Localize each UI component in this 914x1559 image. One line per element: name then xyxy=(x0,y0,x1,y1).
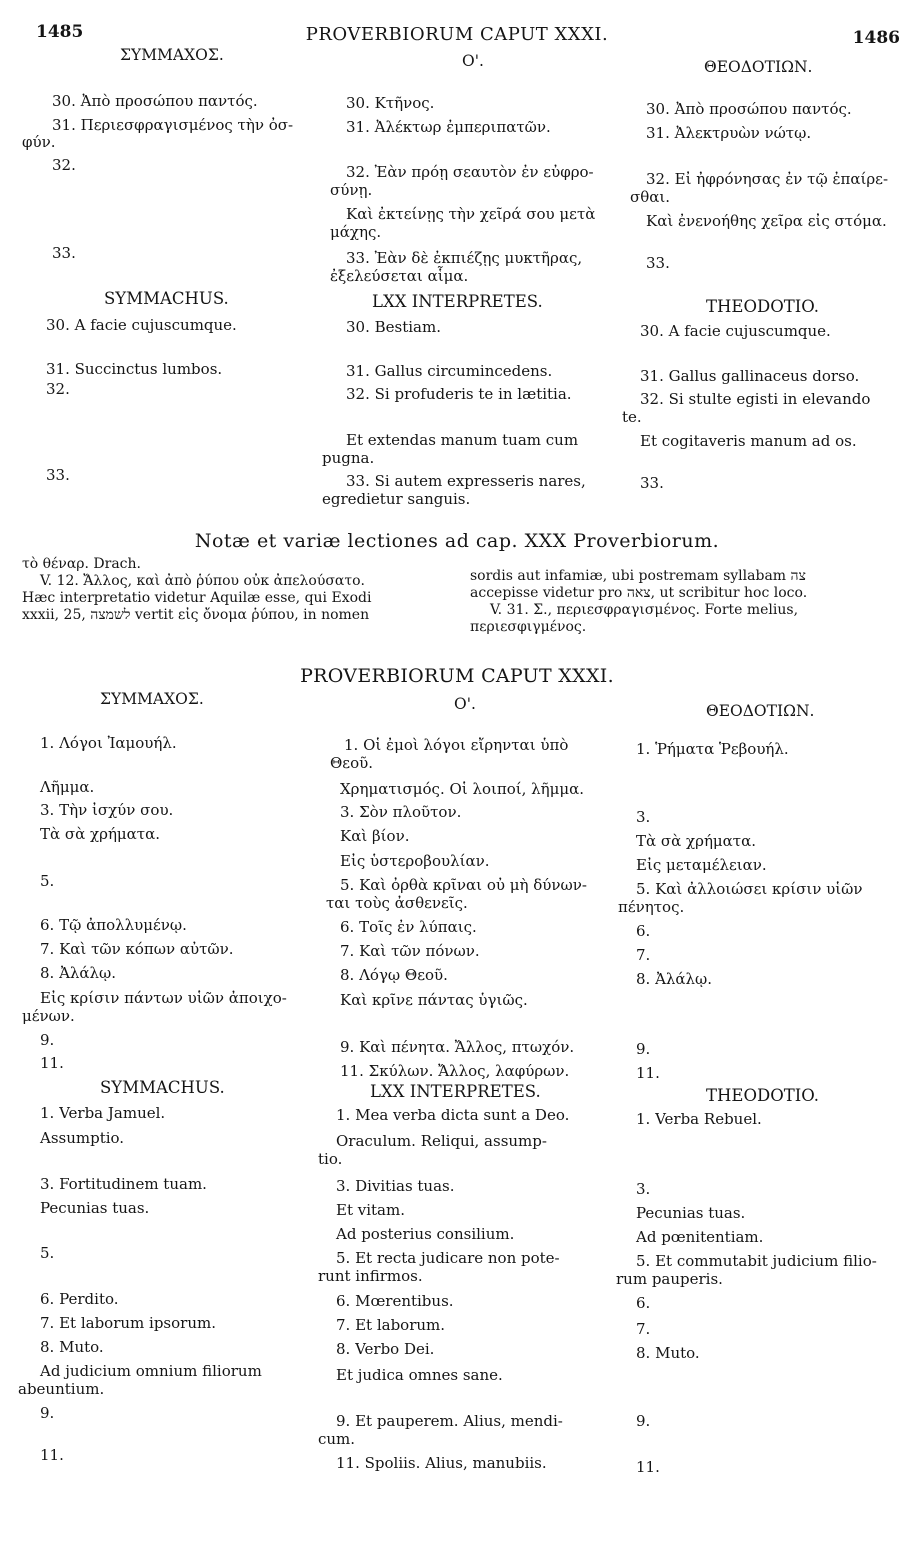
text-line: 5. xyxy=(40,1244,55,1262)
text-line: Εἰς μεταμέλειαν. xyxy=(636,856,767,874)
text-line: Et cogitaveris manum ad os. xyxy=(640,432,857,450)
text-line: 8. Muto. xyxy=(40,1338,104,1356)
heading-symmachus-greek: ΣΥΜΜΑΧΟΣ. xyxy=(120,46,224,64)
text-line: 7. Καὶ τῶν κόπων αὐτῶν. xyxy=(40,940,234,958)
text-line: Et extendas manum tuam cum xyxy=(346,431,579,449)
text-line: 3. xyxy=(636,808,651,826)
text-line: 11. xyxy=(40,1446,64,1464)
text-line: 6. xyxy=(636,1294,651,1312)
text-line: 32. xyxy=(46,380,70,398)
text-line: 7. Καὶ τῶν πόνων. xyxy=(340,942,480,960)
text-line: 32. xyxy=(52,156,76,174)
text-line: 33. xyxy=(640,474,664,492)
text-line: Τὰ σὰ χρήματα. xyxy=(40,825,161,843)
text-line: 11. xyxy=(40,1054,64,1072)
text-line: 5. Καὶ ἀλλοιώσει κρίσιν υἱῶν xyxy=(636,880,863,898)
text-line: 1. Verba Jamuel. xyxy=(40,1104,166,1122)
text-line: Καὶ κρῖνε πάντας ὑγιῶς. xyxy=(340,991,528,1009)
text-line: Et judica omnes sane. xyxy=(336,1366,503,1384)
text-line: 5. Et recta judicare non pote- xyxy=(336,1249,560,1267)
text-line: 7. xyxy=(636,946,651,964)
text-line: 31. Ἀλεκτρυὼν νώτῳ. xyxy=(646,124,812,142)
text-line: pugna. xyxy=(322,449,375,467)
text-line: 11. Σκύλων. Ἄλλος, λαφύρων. xyxy=(340,1062,570,1080)
text-line: μένων. xyxy=(22,1007,75,1025)
page-number-left: 1485 xyxy=(36,22,84,42)
text-line: Εἰς ὑστεροβουλίαν. xyxy=(340,852,490,870)
text-line: 5. xyxy=(40,872,55,890)
note-line: xxxii, 25, לשמצה vertit εἰς ὄνομα ῥύπου, in nomen xyxy=(22,607,370,623)
heading-lxx-latin: LXX INTERPRETES. xyxy=(370,1082,541,1101)
text-line: 3. xyxy=(636,1180,651,1198)
text-line: 31. Gallus gallinaceus dorso. xyxy=(640,367,860,385)
text-line: 6. xyxy=(636,922,651,940)
text-line: 30. A facie cujuscumque. xyxy=(640,322,831,340)
text-line: 7. Et laborum. xyxy=(336,1316,446,1334)
text-line: 3. Divitias tuas. xyxy=(336,1177,455,1195)
note-line: τὸ θέναρ. Drach. xyxy=(22,556,141,572)
note-line: περιεσφιγμένος. xyxy=(470,619,587,635)
text-line: cum. xyxy=(318,1430,356,1448)
text-line: 1. Verba Rebuel. xyxy=(636,1110,762,1128)
text-line: 1. Mea verba dicta sunt a Deo. xyxy=(336,1106,570,1124)
text-line: 31. Succinctus lumbos. xyxy=(46,360,223,378)
text-line: 9. Καὶ πένητα. Ἄλλος, πτωχόν. xyxy=(340,1038,575,1056)
heading-theodotion-latin: THEODOTIO. xyxy=(706,297,820,316)
text-line: tio. xyxy=(318,1150,343,1168)
text-line: Pecunias tuas. xyxy=(636,1204,746,1222)
heading-symmachus-greek: ΣΥΜΜΑΧΟΣ. xyxy=(100,690,204,708)
text-line: 9. xyxy=(40,1031,55,1049)
text-line: 30. Bestiam. xyxy=(346,318,441,336)
text-line: σθαι. xyxy=(630,188,671,206)
text-line: 8. Muto. xyxy=(636,1344,700,1362)
text-line: abeuntium. xyxy=(18,1380,105,1398)
heading-theodotion-greek: ΘΕΟΔΟΤΙΩΝ. xyxy=(706,702,815,720)
text-line: egredietur sanguis. xyxy=(322,490,471,508)
text-line: 3. Τὴν ἰσχύν σου. xyxy=(40,801,174,819)
note-line: V. 31. Σ., περιεσφραγισμένος. Forte melius, xyxy=(490,602,799,618)
text-line: 8. Λόγῳ Θεοῦ. xyxy=(340,966,448,984)
text-line: 33. xyxy=(646,254,670,272)
text-line: 32. Si stulte egisti in elevando xyxy=(640,390,871,408)
text-line: Ad judicium omnium filiorum xyxy=(40,1362,262,1380)
text-line: ἐξελεύσεται αἷμα. xyxy=(330,267,469,285)
heading-lxx-greek: Ο'. xyxy=(454,695,476,713)
note-line: Hæc interpretatio videtur Aquilæ esse, qui Exodi xyxy=(22,590,372,606)
heading-symmachus-latin: SYMMACHUS. xyxy=(104,289,229,308)
heading-lxx-greek: Ο'. xyxy=(462,52,484,70)
page-header xyxy=(0,22,914,48)
text-line: 7. Et laborum ipsorum. xyxy=(40,1314,216,1332)
text-line: Θεοῦ. xyxy=(330,754,373,772)
text-line: 3. Σὸν πλοῦτον. xyxy=(340,803,462,821)
text-line: Τὰ σὰ χρήματα. xyxy=(636,832,757,850)
text-line: 33. Si autem expresseris nares, xyxy=(346,472,586,490)
running-title: PROVERBIORUM CAPUT XXXI. xyxy=(305,24,609,45)
text-line: 9. Et pauperem. Alius, mendi- xyxy=(336,1412,563,1430)
text-line: runt infirmos. xyxy=(318,1267,423,1285)
text-line: 6. Mœrentibus. xyxy=(336,1292,454,1310)
text-line: 6. Τοῖς ἐν λύπαις. xyxy=(340,918,477,936)
text-line: 30. Ἀπὸ προσώπου παντός. xyxy=(52,92,258,110)
text-line: 31. Περιεσφραγισμένος τὴν ὀσ- xyxy=(52,116,294,134)
text-line: 1. Λόγοι Ἰαμουήλ. xyxy=(40,734,177,752)
chapter-31-title: PROVERBIORUM CAPUT XXXI. xyxy=(300,665,614,687)
text-line: te. xyxy=(622,408,642,426)
text-line: 8. Verbo Dei. xyxy=(336,1340,435,1358)
text-line: ται τοὺς ἀσθενεῖς. xyxy=(326,894,468,912)
note-line: sordis aut infamiæ, ubi postremam syllabam צה xyxy=(470,568,806,584)
notes-title: Notæ et variæ lectiones ad cap. XXX Proverbiorum. xyxy=(194,530,720,552)
text-line: 33. xyxy=(52,244,76,262)
text-line: 11. xyxy=(636,1064,660,1082)
text-line: Καὶ ἐνενοήθης χεῖρα εἰς στόμα. xyxy=(646,212,887,230)
text-line: 32. Ἐὰν πρόῃ σεαυτὸν ἐν εὐφρο- xyxy=(346,163,594,181)
text-line: 1. Οἱ ἐμοὶ λόγοι εἴρηνται ὑπὸ xyxy=(344,736,569,754)
text-line: 33. Ἐὰν δὲ ἐκπιέζῃς μυκτῆρας, xyxy=(346,249,583,267)
text-line: Καὶ βίον. xyxy=(340,827,410,845)
text-line: 9. xyxy=(636,1412,651,1430)
text-line: Καὶ ἐκτείνῃς τὴν χεῖρά σου μετὰ xyxy=(346,205,596,223)
text-line: 32. Si profuderis te in lætitia. xyxy=(346,385,572,403)
text-line: Et vitam. xyxy=(336,1201,405,1219)
text-line: 31. Gallus circumincedens. xyxy=(346,362,553,380)
heading-theodotion-greek: ΘΕΟΔΟΤΙΩΝ. xyxy=(704,58,813,76)
text-line: 6. Τῷ ἀπολλυμένῳ. xyxy=(40,916,187,934)
text-line: Λῆμμα. xyxy=(40,778,95,796)
note-line: accepisse videtur pro צאה, ut scribitur hoc loco. xyxy=(470,585,808,601)
text-line: 9. xyxy=(40,1404,55,1422)
note-line: V. 12. Ἄλλος, καὶ ἀπὸ ῥύπου οὐκ ἀπελούσατο. xyxy=(40,573,365,589)
text-line: φύν. xyxy=(22,133,56,151)
text-line: 5. Καὶ ὀρθὰ κρῖναι οὐ μὴ δύνων- xyxy=(340,876,587,894)
text-line: μάχης. xyxy=(330,223,382,241)
text-line: Χρηματισμός. Οἱ λοιποί, λῆμμα. xyxy=(340,780,585,798)
text-line: 30. Κτῆνος. xyxy=(346,94,435,112)
text-line: Ad posterius consilium. xyxy=(336,1225,515,1243)
text-line: rum pauperis. xyxy=(616,1270,723,1288)
text-line: 11. xyxy=(636,1458,660,1476)
text-line: 32. Εἰ ἠφρόνησας ἐν τῷ ἐπαίρε- xyxy=(646,170,889,188)
text-line: Pecunias tuas. xyxy=(40,1199,150,1217)
text-line: Oraculum. Reliqui, assump- xyxy=(336,1132,547,1150)
text-line: Εἰς κρίσιν πάντων υἱῶν ἀποιχο- xyxy=(40,989,287,1007)
heading-lxx-latin: LXX INTERPRETES. xyxy=(372,292,543,311)
text-line: 3. Fortitudinem tuam. xyxy=(40,1175,207,1193)
text-line: 30. A facie cujuscumque. xyxy=(46,316,237,334)
text-line: 9. xyxy=(636,1040,651,1058)
text-line: 11. Spoliis. Alius, manubiis. xyxy=(336,1454,547,1472)
heading-symmachus-latin: SYMMACHUS. xyxy=(100,1078,225,1097)
text-line: 7. xyxy=(636,1320,651,1338)
text-line: 31. Ἀλέκτωρ ἐμπεριπατῶν. xyxy=(346,118,551,136)
text-line: 30. Ἀπὸ προσώπου παντός. xyxy=(646,100,852,118)
heading-theodotion-latin: THEODOTIO. xyxy=(706,1086,820,1105)
text-line: πένητος. xyxy=(618,898,685,916)
text-line: 5. Et commutabit judicium filio- xyxy=(636,1252,877,1270)
text-line: 1. Ῥήματα Ῥεβουήλ. xyxy=(636,740,789,758)
text-line: 33. xyxy=(46,466,70,484)
text-line: σύνῃ. xyxy=(330,181,373,199)
text-line: 8. Ἀλάλῳ. xyxy=(40,964,117,982)
text-line: Assumptio. xyxy=(40,1129,125,1147)
text-line: 6. Perdito. xyxy=(40,1290,119,1308)
text-line: Ad pœnitentiam. xyxy=(636,1228,764,1246)
text-line: 8. Ἀλάλῳ. xyxy=(636,970,713,988)
page-number-right: 1486 xyxy=(852,28,900,48)
